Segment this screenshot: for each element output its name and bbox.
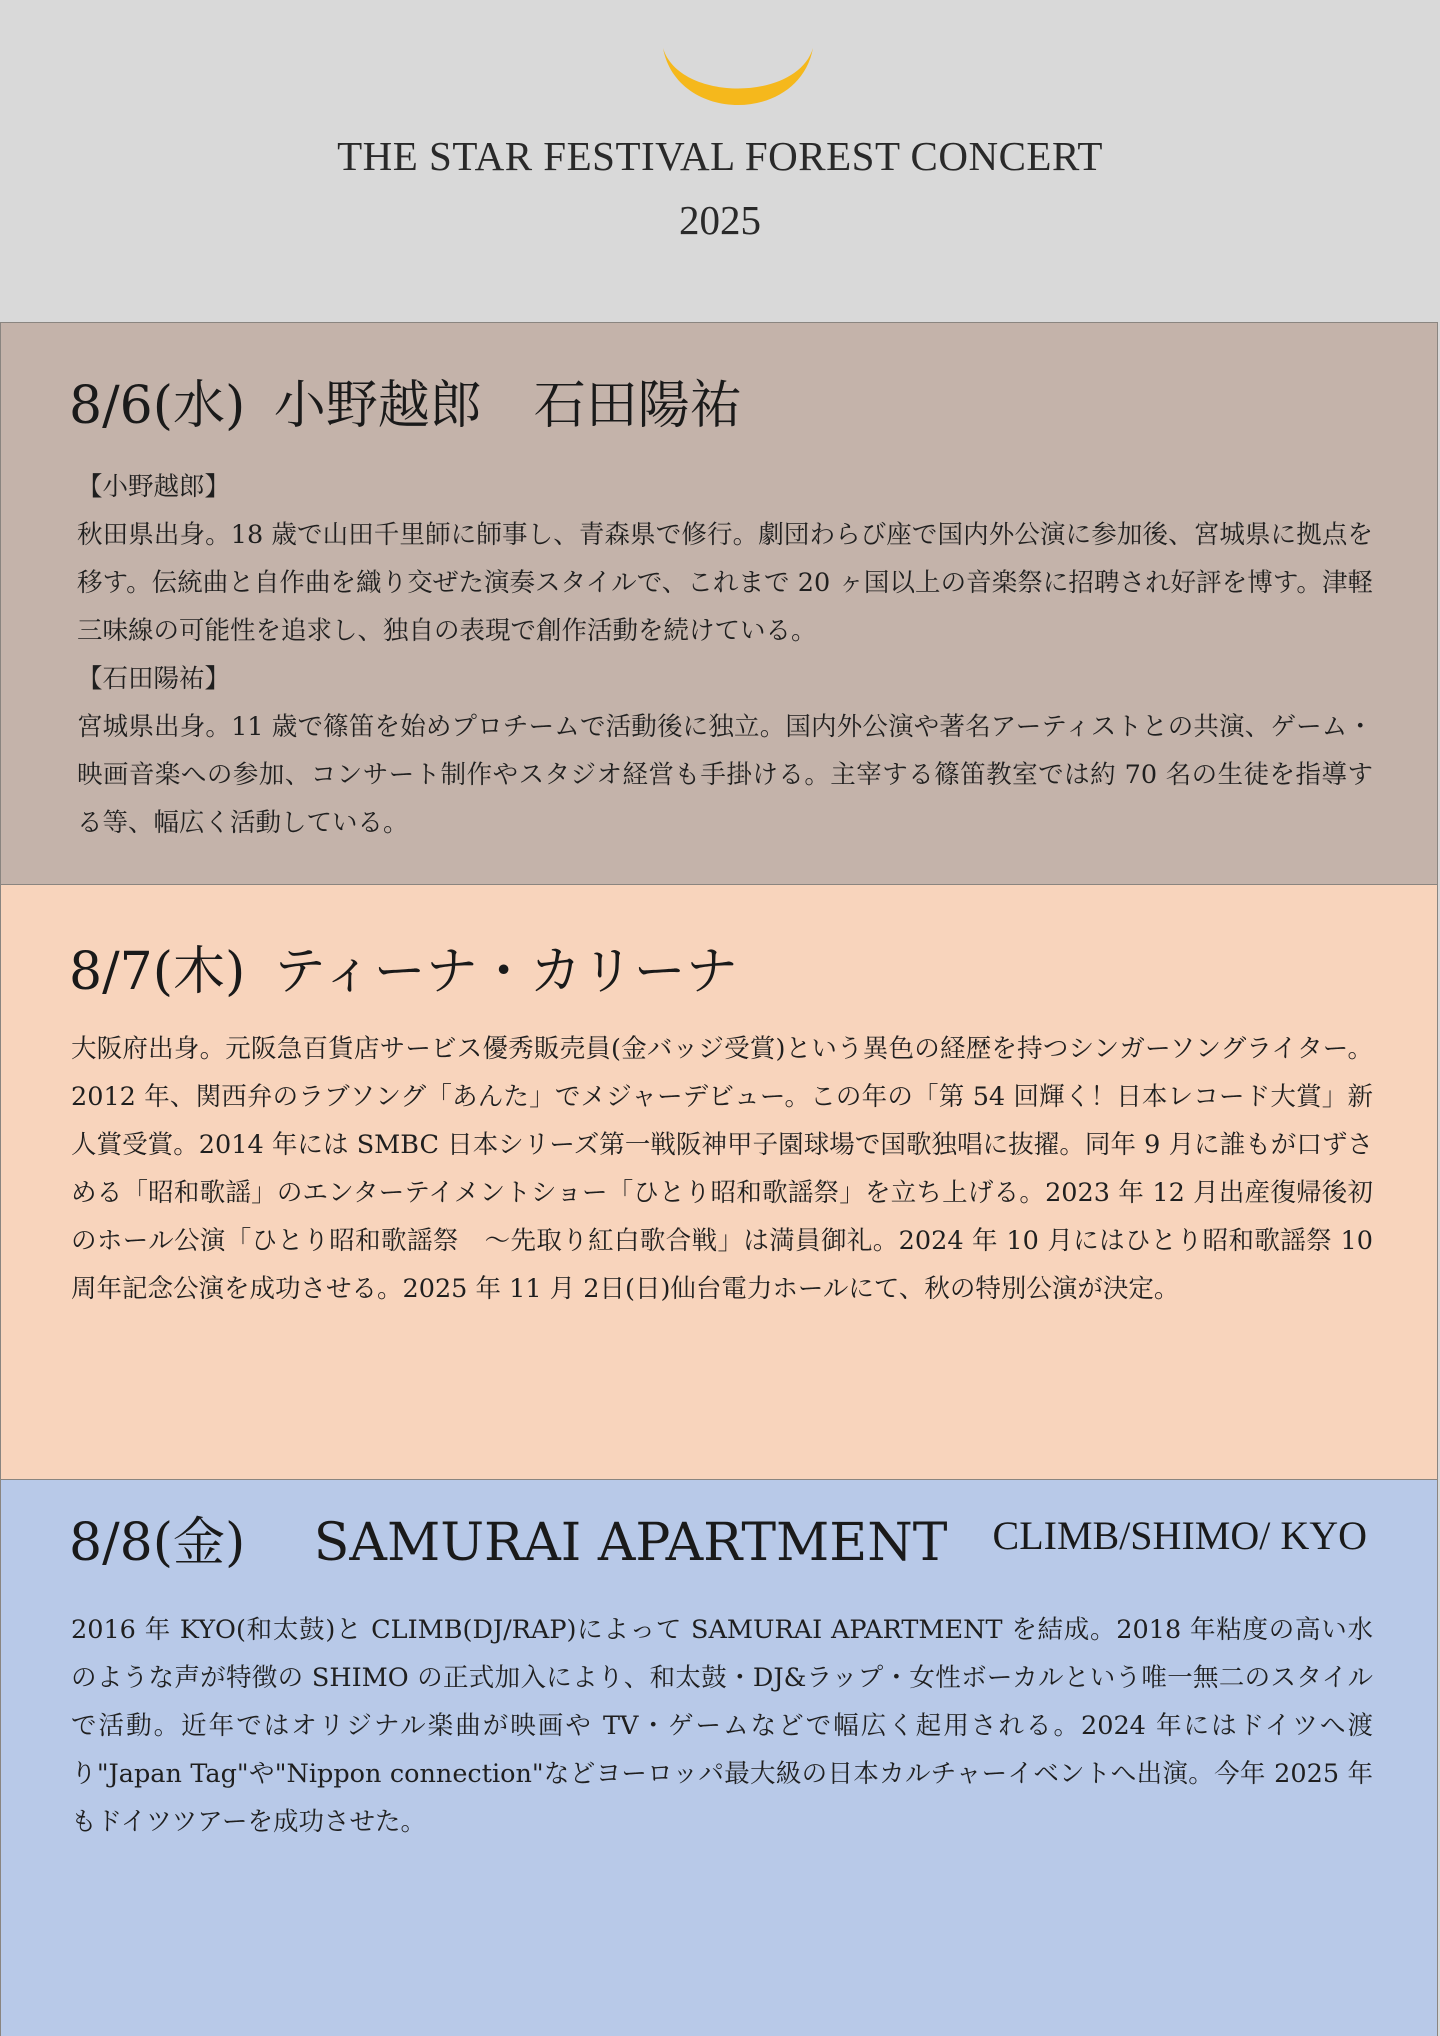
performer-bio [77,463,1373,847]
page-header [0,0,1440,322]
performer-bio [71,1606,1373,1846]
performance-date: 8/7(木) [69,942,246,1002]
bio-paragraph: 秋田県出身。18 歳で山田千里師に師事し、青森県で修行。劇団わらび座で国内外公演に参加後、宮城県に拠点を移す。伝統曲と自作曲を織り交ぜた演奏スタイルで、これまで 20 ヶ国以上の音楽祭に招聘され好評を博す。津軽三味線の可能性を追求し、独自の表現で創作活動を続けている。 [77,520,1373,646]
performance-date: 8/8(金) [69,1513,246,1573]
performer-names: ティーナ・カリーナ [273,942,738,1002]
event-title: THE STAR FESTIVAL FOREST CONCERT [337,133,1103,179]
bio-subheading: 【石田陽祐】 [77,664,231,694]
performer-bio [71,1025,1373,1313]
band-members: CLIMB/SHIMO/ KYO [992,1513,1367,1558]
bio-paragraph: 宮城県出身。11 歳で篠笛を始めプロチームで活動後に独立。国内外公演や著名アーティストとの共演、ゲーム・映画音楽への参加、コンサート制作やスタジオ経営も手掛ける。主宰する篠笛教室では約 70 名の生徒を指導する等、幅広く活動している。 [77,712,1373,838]
event-year: 2025 [679,197,761,243]
performer-names: 小野越郎 石田陽祐 [273,376,742,436]
section-heading [69,1500,1379,1575]
performer-names: SAMURAI APARTMENT [313,1513,948,1573]
bio-paragraph: 2016 年 KYO(和太鼓)と CLIMB(DJ/RAP)によって SAMURAI APARTMENT を結成。2018 年粘度の高い水のような声が特徴の SHIMO の正式加入により、和太鼓・DJ&ラップ・女性ボーカルという唯一無二のスタイルで活動。近年ではオリジナル楽曲が映画や TV・ゲームなどで幅広く起用される。2024 年にはドイツへ渡り"Japan Tag"や"Nippon connection"などヨーロッパ最大級の日本カルチャーイベントへ出演。今年 2025 年もドイツツアーを成功させた。 [71,1615,1373,1837]
section-heading [69,929,750,1004]
crescent-moon-icon [659,42,817,120]
day-section-aug-6 [0,322,1438,885]
section-heading [69,363,754,438]
bio-subheading: 【小野越郎】 [77,472,231,502]
performance-date: 8/6(水) [69,376,246,436]
day-section-aug-8 [0,1479,1438,2036]
bio-paragraph: 大阪府出身。元阪急百貨店サービス優秀販売員(金バッジ受賞)という異色の経歴を持つシンガーソングライター。2012 年、関西弁のラブソング「あんた」でメジャーデビュー。この年の「第 54 回輝く！日本レコード大賞」新人賞受賞。2014 年には SMBC 日本シリーズ第一戦阪神甲子園球場で国歌独唱に抜擢。同年 9 月に誰もが口ずさめる「昭和歌謡」のエンターテイメントショー「ひとり昭和歌謡祭」を立ち上げる。2023 年 12 月出産復帰後初のホール公演「ひとり昭和歌謡祭 〜先取り紅白歌合戦」は満員御礼。2024 年 10 月にはひとり昭和歌謡祭 10 周年記念公演を成功させる。2025 年 11 月 2日(日)仙台電力ホールにて、秋の特別公演が決定。 [71,1034,1373,1304]
day-section-aug-7 [0,884,1438,1480]
